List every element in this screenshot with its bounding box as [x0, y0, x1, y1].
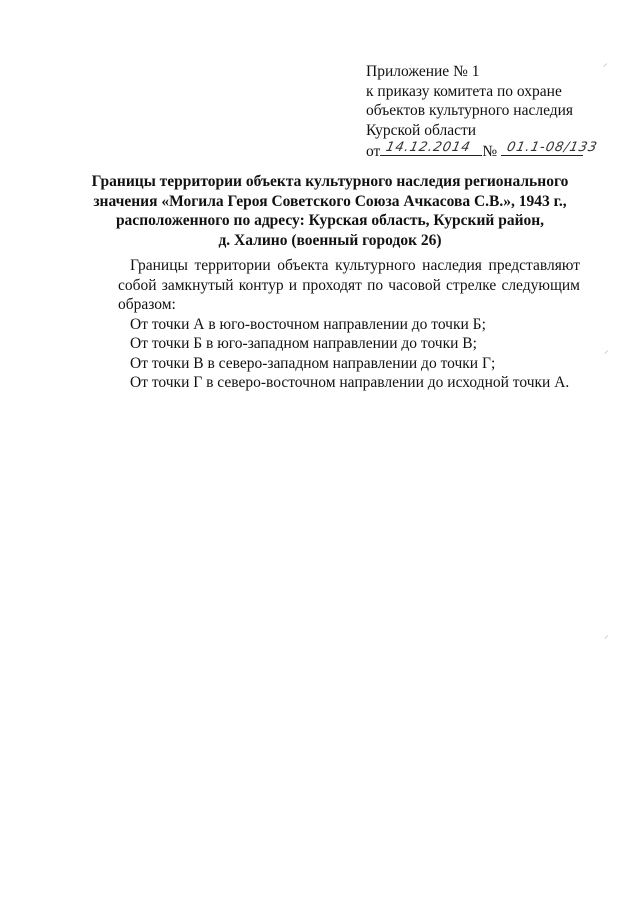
scan-speck: ⸝: [603, 59, 608, 69]
document-body: [118, 256, 580, 393]
scan-speck: ⸝: [604, 631, 609, 641]
appendix-date-number-line: [366, 140, 626, 162]
appendix-committee: объектов культурного наследия: [366, 102, 574, 119]
scan-speck: ⸝: [604, 346, 609, 356]
title-line-3: расположенного по адресу: Курская область, Курский район,: [115, 212, 545, 229]
appendix-number: Приложение № 1: [366, 63, 480, 80]
boundary-point-g: От точки Г в северо-восточном направлении до исходной точки А.: [130, 374, 570, 391]
handwritten-number: 01.1-08/133: [505, 139, 600, 155]
handwritten-date: 14.12.2014: [384, 139, 473, 155]
boundary-point-v: От точки В в северо-западном направлении до точки Г;: [130, 354, 496, 372]
intro-paragraph: Границы территории объекта культурного наследия представляют собой замкнутый контур и проходят по часовой стрелке следующим образом:: [118, 257, 580, 313]
title-line-1: Границы территории объекта культурного наследия регионального: [91, 173, 569, 190]
date-field: [380, 140, 482, 156]
appendix-region: Курской области: [366, 121, 477, 139]
title-line-2: значения «Могила Героя Советского Союза Ачкасова С.В.», 1943 г.,: [93, 192, 567, 210]
appendix-order-ref: к приказу комитета по охране: [366, 82, 562, 100]
document-title: [80, 172, 580, 250]
from-label: от: [366, 143, 381, 160]
number-field: [501, 139, 600, 156]
title-line-4: д. Халино (военный городок 26): [218, 231, 442, 249]
boundary-point-b: От точки Б в юго-западном направлении до точки В;: [130, 335, 477, 352]
boundary-point-a: От точки А в юго-восточном направлении до точки Б;: [130, 315, 486, 333]
number-label: №: [482, 143, 498, 160]
appendix-header: [366, 62, 626, 162]
